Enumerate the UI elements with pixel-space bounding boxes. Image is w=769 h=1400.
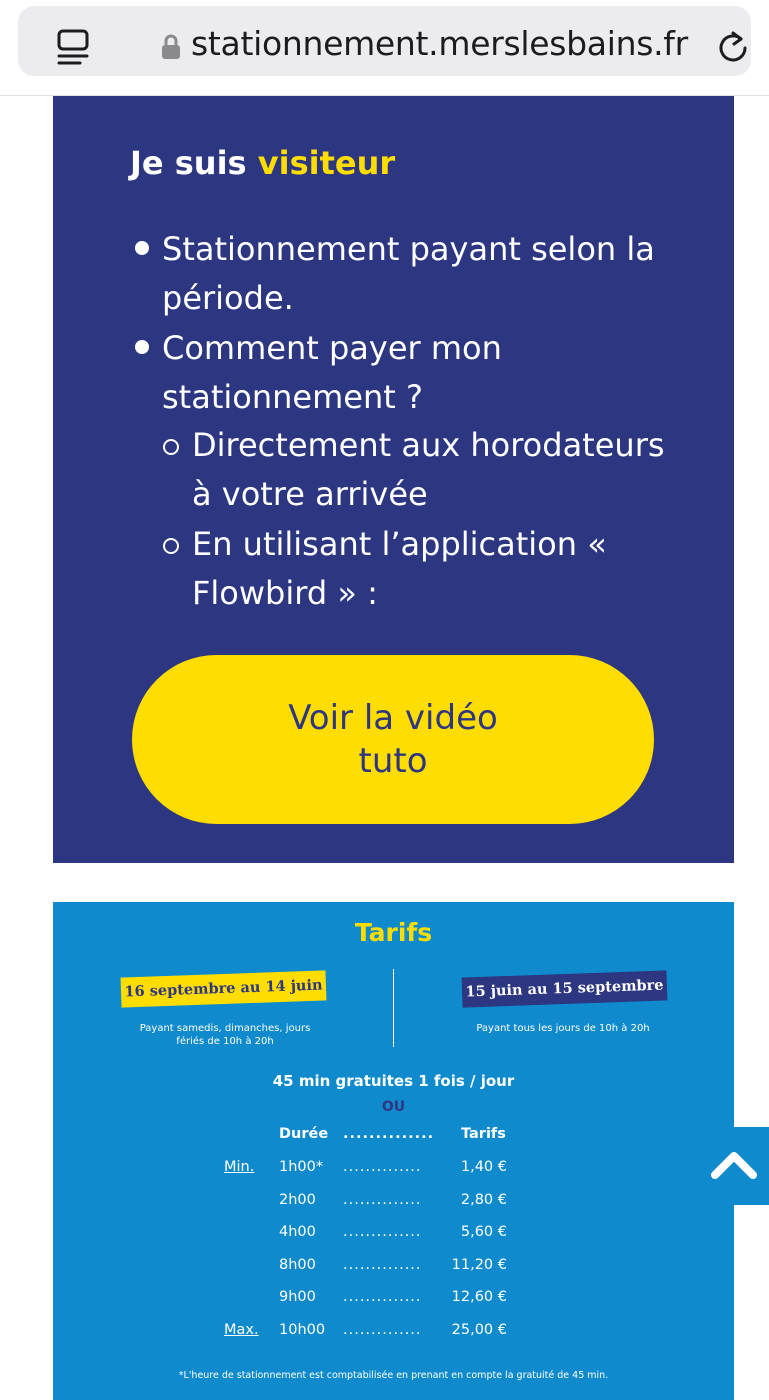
lock-icon	[161, 34, 181, 60]
sub-bullet-circle	[163, 439, 179, 455]
scroll-to-top-button[interactable]	[700, 1127, 769, 1205]
list-item-paid-parking: Stationnement payant selon la période.	[162, 230, 655, 317]
tariff-row	[53, 1159, 734, 1179]
watch-video-label: Voir la vidéo tuto	[288, 697, 498, 781]
row-duration: 10h00	[279, 1322, 326, 1338]
list-item-how-to-pay: Comment payer mon stationnement ?	[162, 329, 502, 416]
tariff-row	[53, 1322, 734, 1342]
row-dots: ..............	[343, 1289, 422, 1305]
visitor-heading-prefix: Je suis	[130, 144, 247, 182]
visitor-heading-highlight: visiteur	[257, 144, 396, 182]
sub-item-meters: Directement aux horodateurs à votre arrivée	[192, 426, 665, 513]
row-duration: 1h00*	[279, 1159, 324, 1175]
watch-video-button[interactable]	[132, 655, 654, 824]
chevron-up-icon	[700, 1127, 769, 1205]
row-price: 11,20 €	[451, 1257, 507, 1273]
free-parking-line: 45 min gratuites 1 fois / jour	[272, 1072, 515, 1090]
high-season-note: Payant tous les jours de 10h à 20h	[476, 1023, 650, 1034]
low-season-note: Payant samedis, dimanches, jours fériés de 10h à 20h	[139, 1023, 311, 1047]
tariff-row	[53, 1224, 734, 1244]
tariff-row	[53, 1192, 734, 1212]
browser-toolbar	[0, 0, 769, 96]
row-dots: ..............	[343, 1224, 422, 1240]
row-price: 12,60 €	[451, 1289, 507, 1305]
period-tag-high-season: 15 juin au 15 septembre	[462, 970, 668, 1007]
tabs-icon[interactable]	[56, 28, 90, 66]
tarifs-title: Tarifs	[354, 918, 433, 947]
row-price: 25,00 €	[451, 1322, 507, 1338]
tarifs-footnote: *L'heure de stationnement est comptabilisée en prenant en compte la gratuité de 45 min.	[178, 1370, 609, 1381]
reload-icon[interactable]	[715, 30, 751, 66]
row-label: Min.	[224, 1159, 255, 1175]
row-dots: ..............	[343, 1159, 422, 1175]
row-label: Max.	[224, 1322, 259, 1338]
row-dots: ..............	[343, 1257, 422, 1273]
tariff-row	[53, 1289, 734, 1309]
bullet-dot	[135, 241, 149, 255]
or-separator: OU	[381, 1099, 406, 1115]
price-header: Tarifs	[461, 1126, 506, 1142]
row-duration: 4h00	[279, 1224, 316, 1240]
address-bar[interactable]	[18, 6, 751, 76]
sub-bullet-circle	[163, 538, 179, 554]
visitor-heading	[130, 144, 395, 182]
header-dots: ..............	[343, 1126, 435, 1142]
period-divider	[393, 969, 394, 1047]
row-price: 1,40 €	[460, 1159, 507, 1175]
duration-header: Durée	[279, 1126, 329, 1142]
url-text[interactable]: stationnement.merslesbains.fr	[191, 24, 688, 63]
row-price: 2,80 €	[460, 1192, 507, 1208]
visitor-card	[53, 96, 734, 863]
sub-item-flowbird: En utilisant l’application « Flowbird » :	[192, 525, 607, 612]
row-duration: 2h00	[279, 1192, 316, 1208]
row-dots: ..............	[343, 1192, 422, 1208]
row-price: 5,60 €	[460, 1224, 507, 1240]
row-duration: 8h00	[279, 1257, 316, 1273]
tarifs-card	[53, 902, 734, 1400]
tariff-row	[53, 1257, 734, 1277]
row-dots: ..............	[343, 1322, 422, 1338]
period-tag-low-season: 16 septembre au 14 juin	[121, 970, 327, 1007]
bullet-dot	[135, 340, 149, 354]
row-duration: 9h00	[279, 1289, 316, 1305]
